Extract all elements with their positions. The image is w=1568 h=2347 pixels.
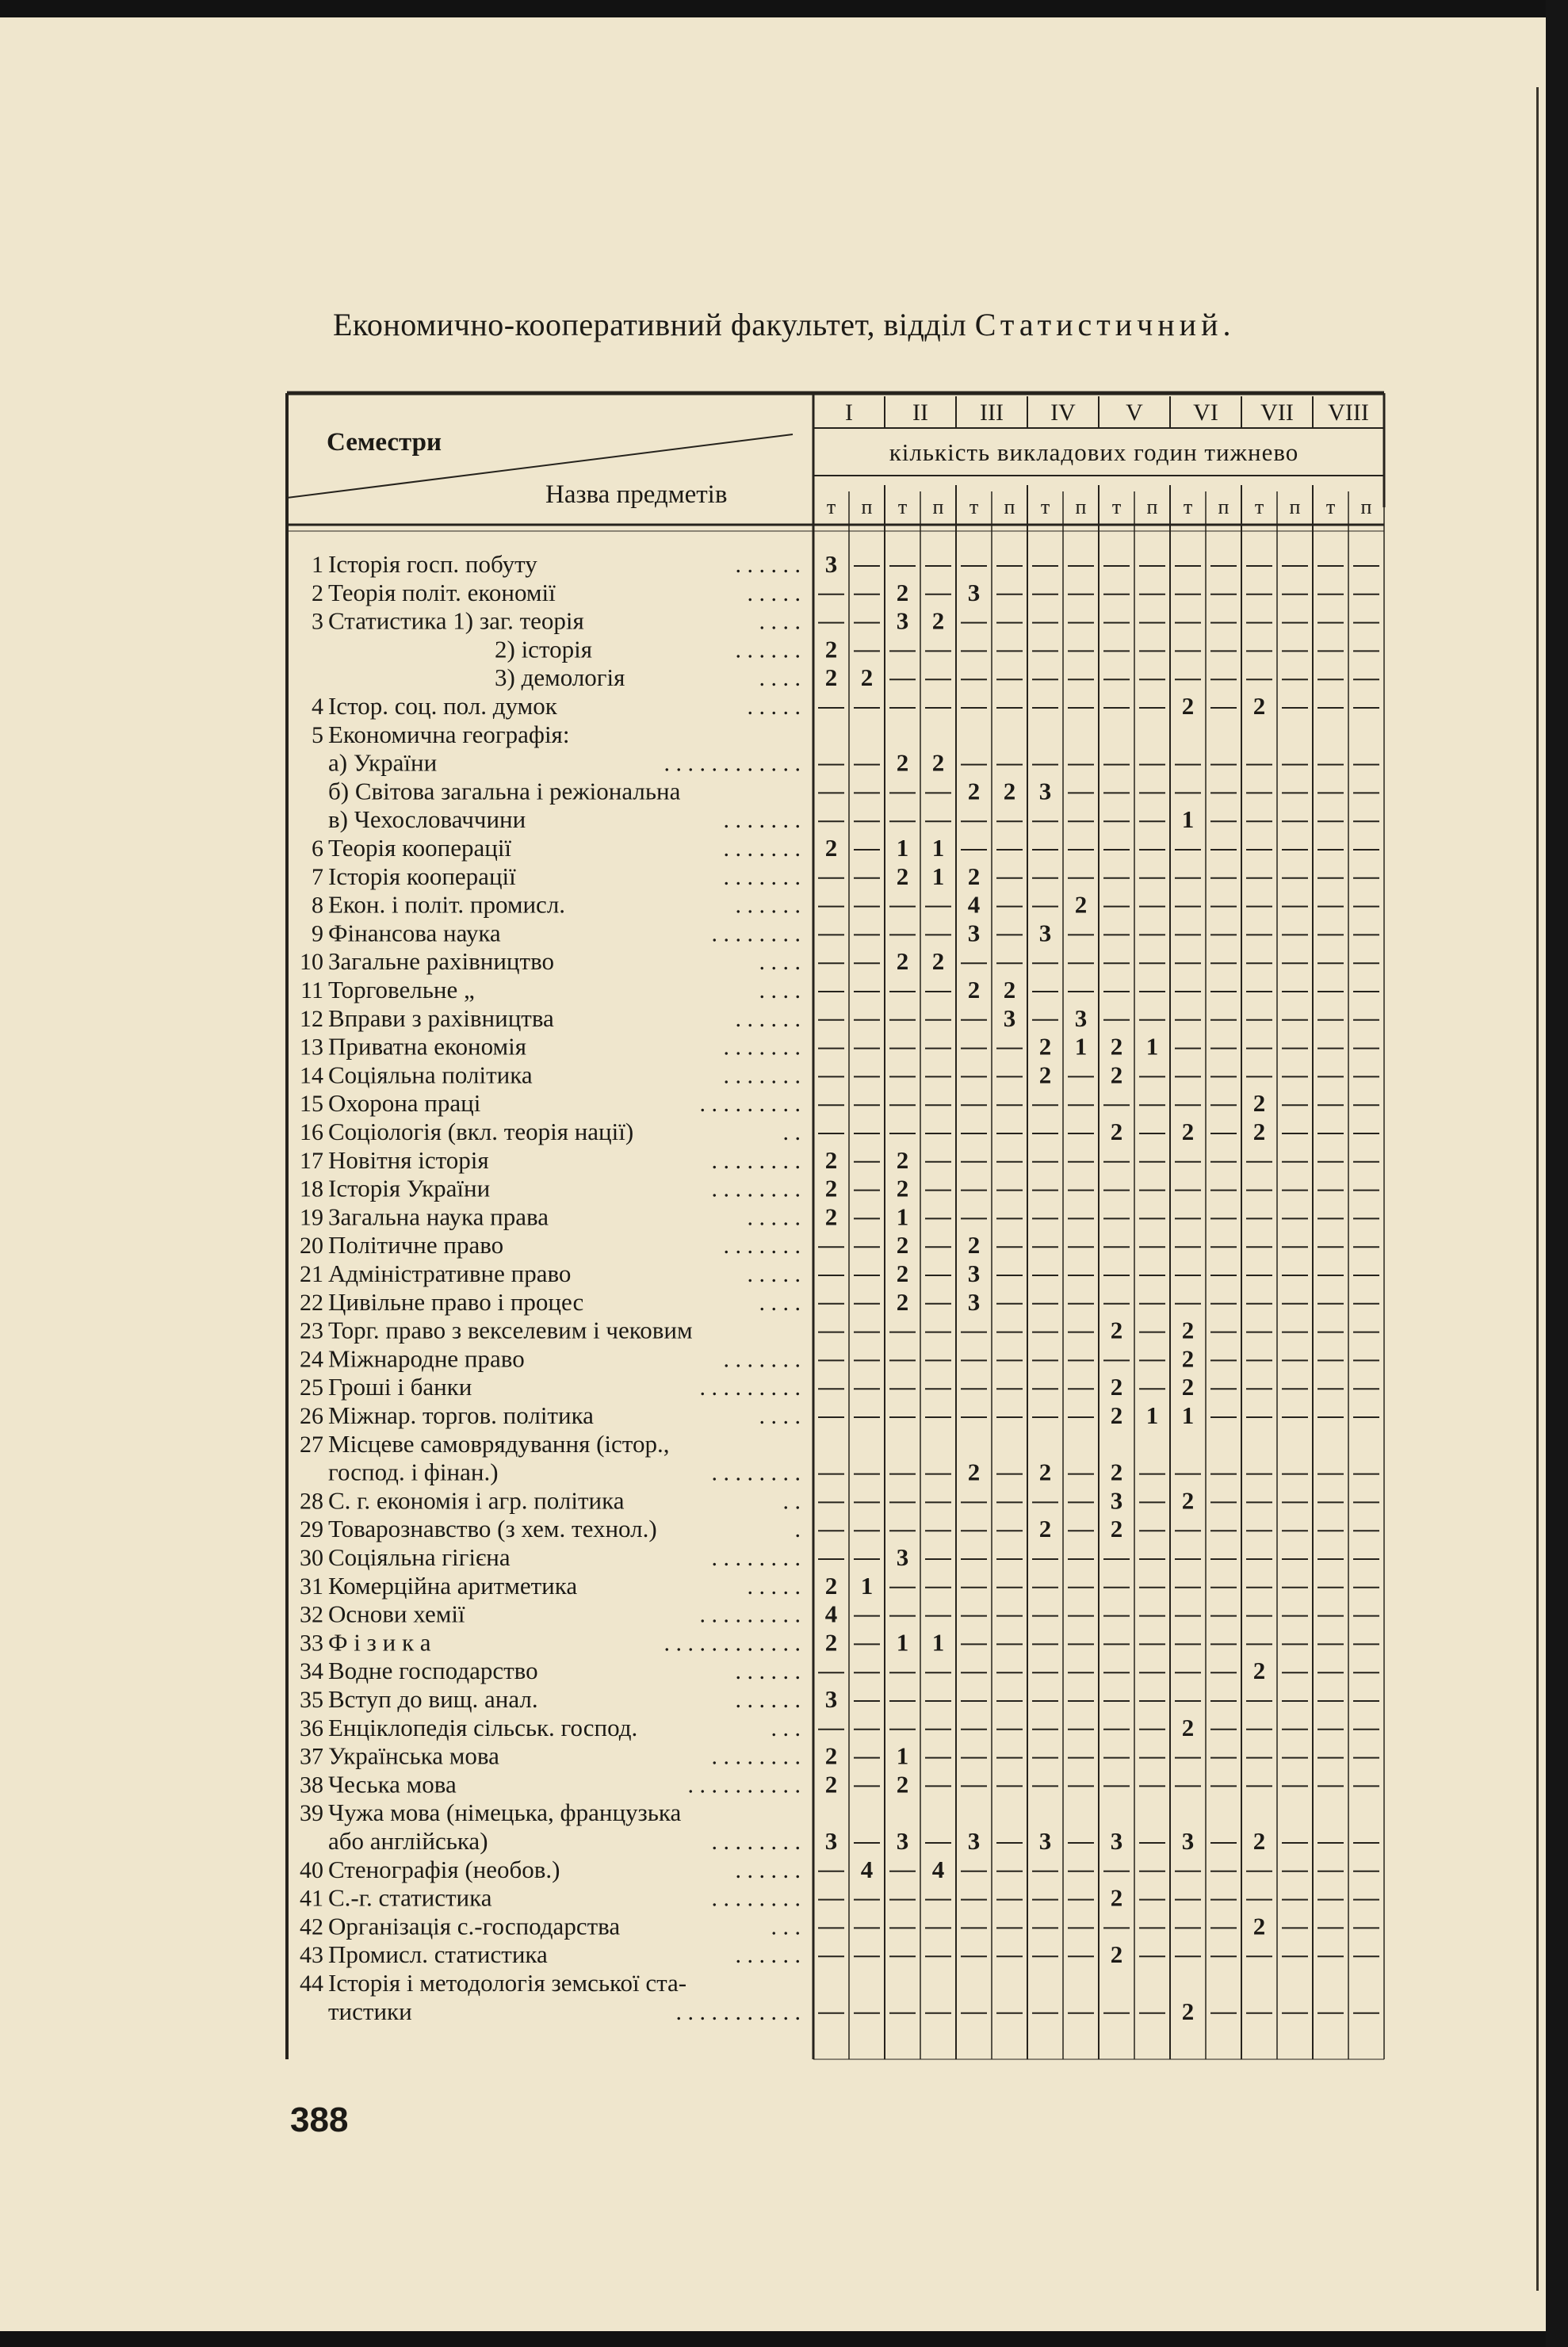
subject-name: 3) демологія — [495, 663, 625, 692]
hours-value: 1 — [896, 1202, 909, 1231]
row-number: 2 — [312, 579, 323, 606]
subject-name: Загальна наука права — [328, 1202, 549, 1231]
row-number: 14 — [300, 1062, 323, 1089]
row-number: 12 — [300, 1005, 323, 1032]
hours-value: 1 — [860, 1571, 874, 1600]
hours-value: 2 — [967, 1231, 981, 1260]
hours-value: 2 — [1038, 1515, 1052, 1543]
subject-name: Чужа мова (німецька, французька — [328, 1798, 682, 1827]
hours-value: 3 — [824, 1685, 838, 1713]
subheader-p: п — [1004, 495, 1015, 518]
leader-dots: . . — [782, 1488, 801, 1515]
leader-dots: . . . . . . . . — [711, 1885, 801, 1912]
subheader-t: т — [1040, 495, 1050, 518]
row-number: 13 — [300, 1034, 323, 1061]
hours-value: 2 — [1252, 1912, 1266, 1940]
subject-name: Історія і методологія земської ста- — [328, 1969, 687, 1997]
subject-name: Теорія політ. економії — [328, 578, 556, 606]
hours-value: 2 — [967, 777, 981, 805]
hours-value: 3 — [1110, 1827, 1123, 1855]
hours-value: 2 — [896, 1231, 909, 1260]
leader-dots: . . . . . . . . . — [699, 1374, 801, 1401]
hours-value: 2 — [896, 748, 909, 777]
hours-value: 2 — [824, 663, 838, 692]
hours-value: 1 — [1074, 1032, 1088, 1061]
subject-name: Адміністративне право — [328, 1260, 572, 1287]
hours-value: 3 — [967, 1827, 981, 1855]
hours-value: 2 — [896, 862, 909, 890]
hours-value: 2 — [1003, 777, 1016, 805]
hours-value: 2 — [896, 1260, 909, 1287]
leader-dots: . . . . . . — [735, 1005, 801, 1032]
hours-value: 3 — [1110, 1486, 1123, 1515]
row-number: 10 — [300, 949, 323, 976]
row-number: 22 — [300, 1289, 323, 1316]
hours-value: 3 — [1038, 1827, 1052, 1855]
subject-name: або англійська) — [328, 1827, 488, 1855]
hours-value: 2 — [1038, 1061, 1052, 1089]
row-number: 31 — [300, 1573, 323, 1600]
row-number: 16 — [300, 1119, 323, 1145]
hours-value: 1 — [931, 862, 945, 890]
row-number: 38 — [300, 1772, 323, 1798]
hours-value: 3 — [967, 1287, 981, 1316]
subject-name: Загальне рахівництво — [328, 947, 554, 976]
leader-dots: . . . . . . . . . . . . — [664, 750, 801, 777]
subject-name: господ. і фінан.) — [328, 1458, 499, 1486]
subject-name: тистики — [328, 1997, 412, 2025]
leader-dots: . . . . . . . . — [711, 920, 801, 947]
semester-numeral: V — [1126, 399, 1143, 426]
leader-dots: . . . . . . — [735, 1658, 801, 1685]
hours-value: 2 — [896, 1770, 909, 1798]
hours-value: 2 — [1181, 1997, 1195, 2025]
row-number: 32 — [300, 1601, 323, 1628]
leader-dots: . . . . . . . . . — [699, 1601, 801, 1628]
subject-name: Міжнародне право — [328, 1344, 525, 1373]
row-number: 28 — [300, 1488, 323, 1515]
row-number: 6 — [312, 835, 323, 862]
hours-value: 3 — [1038, 777, 1052, 805]
row-number: 20 — [300, 1233, 323, 1260]
subject-name: Основи хемії — [328, 1600, 465, 1628]
row-number: 11 — [300, 977, 323, 1003]
title-department: Статистичний. — [974, 307, 1236, 342]
leader-dots: . . . . . . . . — [711, 1175, 801, 1202]
row-number: 23 — [300, 1317, 323, 1344]
row-number: 33 — [300, 1630, 323, 1657]
leader-dots: . . . . . . . . . . — [687, 1772, 801, 1798]
row-number: 21 — [300, 1261, 323, 1287]
hours-value: 2 — [1181, 692, 1195, 720]
hours-value: 2 — [1252, 1118, 1266, 1145]
title-prefix: Економично-кооперативний факультет, відділ — [333, 307, 967, 342]
hours-value: 2 — [1074, 890, 1088, 919]
leader-dots: . . . . — [759, 977, 801, 1003]
leader-dots: . . . . . . — [735, 1856, 801, 1883]
row-number: 41 — [300, 1885, 323, 1912]
leader-dots: . . . . . . . — [723, 1233, 801, 1260]
subject-name: Водне господарство — [328, 1657, 538, 1685]
hours-value: 1 — [931, 1628, 945, 1657]
leader-dots: . . . . . . . . — [711, 1459, 801, 1486]
subheader-p: п — [1360, 495, 1372, 518]
leader-dots: . . . . . — [747, 1573, 801, 1600]
subheader-t: т — [826, 495, 836, 518]
row-number: 39 — [300, 1800, 323, 1827]
subject-name: Міжнар. торгов. політика — [328, 1401, 594, 1429]
subject-name: а) України — [328, 748, 438, 777]
subheader-p: п — [861, 495, 873, 518]
leader-dots: . . . . — [759, 949, 801, 976]
row-number: 18 — [300, 1175, 323, 1202]
leader-dots: . . . — [771, 1913, 801, 1940]
hours-value: 3 — [824, 550, 838, 578]
hours-value: 3 — [1181, 1827, 1195, 1855]
subheader-t: т — [969, 495, 979, 518]
subheader-p: п — [1075, 495, 1087, 518]
hours-value: 1 — [1145, 1401, 1159, 1429]
hours-value: 2 — [896, 1174, 909, 1202]
hours-value: 2 — [824, 1174, 838, 1202]
hours-value: 2 — [1181, 1373, 1195, 1401]
hours-value: 3 — [967, 919, 981, 947]
leader-dots: . . . . . . . — [723, 1346, 801, 1373]
hours-value: 2 — [1038, 1032, 1052, 1061]
subject-name: Українська мова — [328, 1741, 499, 1770]
row-number: 26 — [300, 1403, 323, 1429]
leader-dots: . . . . . — [747, 694, 801, 720]
hours-value: 2 — [967, 976, 981, 1003]
hours-value: 3 — [1003, 1003, 1016, 1032]
hours-value: 2 — [967, 862, 981, 890]
row-number: 25 — [300, 1374, 323, 1401]
leader-dots: . . — [782, 1119, 801, 1145]
subject-name: Соціологія (вкл. теорія нації) — [328, 1118, 634, 1145]
subject-name: Теорія кооперації — [328, 834, 512, 862]
hours-value: 2 — [896, 947, 909, 976]
semester-numeral: III — [980, 399, 1004, 426]
hours-value: 2 — [967, 1458, 981, 1486]
row-number: 19 — [300, 1204, 323, 1231]
hours-value: 2 — [824, 1202, 838, 1231]
subject-name: Товарознавство (з хем. технол.) — [328, 1515, 657, 1543]
row-number: 9 — [312, 920, 323, 947]
subject-name: Новітня історія — [328, 1145, 489, 1174]
hours-value: 2 — [931, 748, 945, 777]
subject-name: Статистика 1) заг. теорія — [328, 606, 584, 635]
row-number: 44 — [300, 1970, 323, 1997]
subject-name: Місцеве самоврядування (істор., — [328, 1429, 670, 1458]
hours-value: 3 — [967, 578, 981, 606]
hours-value: 2 — [1110, 1316, 1123, 1344]
leader-dots: . . . . . . . — [723, 835, 801, 862]
hours-value: 2 — [1110, 1032, 1123, 1061]
row-number: 8 — [312, 892, 323, 919]
hours-value: 2 — [931, 606, 945, 635]
row-number: 15 — [300, 1091, 323, 1118]
row-number: 35 — [300, 1687, 323, 1713]
hours-value: 2 — [1110, 1118, 1123, 1145]
page-number: 388 — [290, 2100, 349, 2139]
semester-numeral: VI — [1193, 399, 1218, 426]
semester-numeral: I — [845, 399, 853, 426]
row-number: 29 — [300, 1516, 323, 1543]
subject-name: Вправи з рахівництва — [328, 1003, 554, 1032]
hours-value: 3 — [1038, 919, 1052, 947]
subheader-t: т — [1254, 495, 1264, 518]
semester-numeral: VIII — [1328, 399, 1369, 426]
row-number: 24 — [300, 1346, 323, 1373]
row-number: 42 — [300, 1913, 323, 1940]
hours-value: 2 — [1110, 1401, 1123, 1429]
semesters-label: Семестри — [327, 428, 442, 457]
hours-value: 2 — [1110, 1883, 1123, 1912]
semester-numeral: II — [912, 399, 928, 426]
leader-dots: . . . . . . . . — [711, 1147, 801, 1174]
hours-value: 3 — [896, 606, 909, 635]
leader-dots: . . . . . . . . . . . . — [664, 1630, 801, 1657]
row-number: 27 — [300, 1431, 323, 1458]
hours-value: 2 — [860, 663, 874, 692]
hours-value: 2 — [1252, 1089, 1266, 1118]
hours-value: 2 — [1110, 1061, 1123, 1089]
semester-numeral: IV — [1050, 399, 1076, 426]
subject-name: Торговельне „ — [328, 976, 475, 1003]
hours-value: 2 — [1110, 1515, 1123, 1543]
leader-dots: . . . . . . . . . — [699, 1091, 801, 1118]
subject-name: Чеська мова — [328, 1770, 457, 1798]
subject-name: Ф і з и к а — [328, 1628, 431, 1657]
row-number: 37 — [300, 1743, 323, 1770]
subject-name: Промисл. статистика — [328, 1940, 548, 1969]
subject-name: Організація с.-господарства — [328, 1912, 621, 1940]
row-number: 5 — [312, 721, 323, 748]
leader-dots: . . . . . . . — [723, 807, 801, 834]
subjects-label: Назва предметів — [545, 480, 728, 509]
hours-value: 2 — [1252, 1827, 1266, 1855]
hours-value: 2 — [1181, 1316, 1195, 1344]
hours-value: 1 — [1145, 1032, 1159, 1061]
hours-value: 1 — [931, 834, 945, 862]
subject-name: Енціклопедія сільськ. господ. — [328, 1713, 638, 1741]
subject-name: Охорона праці — [328, 1089, 481, 1118]
row-number: 17 — [300, 1147, 323, 1174]
hours-value: 2 — [824, 1145, 838, 1174]
leader-dots: . . . . — [759, 665, 801, 692]
hours-value: 2 — [824, 1628, 838, 1657]
subject-name: Соціяльна політика — [328, 1061, 533, 1089]
leader-dots: . . . . . . . — [723, 1062, 801, 1089]
row-number: 40 — [300, 1856, 323, 1883]
hours-value: 2 — [896, 1287, 909, 1316]
hours-value: 1 — [896, 1741, 909, 1770]
subheader-p: п — [1146, 495, 1158, 518]
leader-dots: . . . . — [759, 608, 801, 635]
subject-name: Історія госп. побуту — [328, 550, 537, 578]
hours-value: 2 — [1181, 1344, 1195, 1373]
hours-value: 4 — [931, 1855, 945, 1883]
hours-value: 4 — [824, 1600, 838, 1628]
leader-dots: . . . . . . . — [723, 1034, 801, 1061]
subheader-t: т — [1111, 495, 1122, 518]
hours-value: 2 — [896, 1145, 909, 1174]
hours-value: 4 — [860, 1855, 874, 1883]
leader-dots: . . . . . . — [735, 1687, 801, 1713]
row-number: 30 — [300, 1545, 323, 1571]
hours-value: 2 — [1110, 1458, 1123, 1486]
hours-value: 1 — [1181, 1401, 1195, 1429]
subject-name: Екон. і політ. промисл. — [328, 890, 566, 919]
subheader-p: п — [1218, 495, 1230, 518]
subject-name: 2) історія — [495, 635, 592, 663]
leader-dots: . . . — [771, 1714, 801, 1741]
hours-value: 2 — [824, 1571, 838, 1600]
subheader-t: т — [897, 495, 908, 518]
row-number: 43 — [300, 1942, 323, 1969]
subheader-t: т — [1325, 495, 1336, 518]
subject-name: Гроші і банки — [328, 1373, 472, 1401]
subject-name: в) Чехословаччини — [328, 805, 526, 834]
hours-value: 2 — [1181, 1486, 1195, 1515]
subject-name: Історія кооперації — [328, 862, 516, 890]
subject-name: Комерційна аритметика — [328, 1571, 578, 1600]
hours-value: 2 — [824, 635, 838, 663]
leader-dots: . . . . . . . . . . . — [675, 1998, 801, 2025]
hours-value: 2 — [1110, 1940, 1123, 1969]
hours-value: 2 — [1252, 1657, 1266, 1685]
hours-value: 2 — [824, 1770, 838, 1798]
hours-value: 2 — [1252, 692, 1266, 720]
hours-value: 3 — [1074, 1003, 1088, 1032]
subject-name: С. г. економія і агр. політика — [328, 1486, 625, 1515]
leader-dots: . . . . . — [747, 1261, 801, 1287]
row-number: 36 — [300, 1714, 323, 1741]
row-number: 1 — [312, 552, 323, 578]
subheader-p: п — [1289, 495, 1301, 518]
hours-caption: кількість викладових годин тижнево — [889, 438, 1299, 466]
subject-name: С.-г. статистика — [328, 1883, 492, 1912]
hours-value: 2 — [931, 947, 945, 976]
hours-value: 2 — [1038, 1458, 1052, 1486]
row-number: 34 — [300, 1658, 323, 1685]
leader-dots: . . . . — [759, 1289, 801, 1316]
subject-name: Істор. соц. пол. думок — [328, 692, 557, 720]
row-number: 3 — [312, 608, 323, 635]
subject-name: Приватна економія — [328, 1032, 527, 1061]
subject-name: Політичне право — [328, 1231, 504, 1260]
hours-value: 3 — [967, 1260, 981, 1287]
leader-dots: . . . . . . — [735, 552, 801, 578]
leader-dots: . . . . . . . . — [711, 1743, 801, 1770]
leader-dots: . . . . . . — [735, 892, 801, 919]
hours-value: 1 — [896, 1628, 909, 1657]
hours-value: 2 — [896, 578, 909, 606]
hours-value: 3 — [896, 1543, 909, 1571]
hours-value: 4 — [967, 890, 981, 919]
leader-dots: . . . . . . . . — [711, 1829, 801, 1855]
hours-value: 1 — [1181, 805, 1195, 834]
leader-dots: . . . . . . . . — [711, 1545, 801, 1571]
hours-value: 1 — [896, 834, 909, 862]
leader-dots: . . . . — [759, 1403, 801, 1429]
hours-value: 2 — [1003, 976, 1016, 1003]
row-number: 4 — [312, 694, 323, 720]
subject-name: Історія України — [328, 1174, 491, 1202]
row-number: 7 — [312, 863, 323, 890]
leader-dots: . . . . . . — [735, 1942, 801, 1969]
hours-value: 2 — [824, 1741, 838, 1770]
leader-dots: . . . . . . . — [723, 863, 801, 890]
hours-value: 3 — [824, 1827, 838, 1855]
subject-name: Фінансова наука — [328, 919, 501, 947]
subject-name: Торг. право з векселевим і чековим — [328, 1316, 693, 1344]
hours-value: 3 — [896, 1827, 909, 1855]
leader-dots: . — [794, 1516, 801, 1543]
subheader-p: п — [932, 495, 944, 518]
subheader-t: т — [1183, 495, 1193, 518]
leader-dots: . . . . . . — [735, 636, 801, 663]
subject-name: Економична географія: — [328, 720, 570, 748]
subject-name: Цивільне право і процес — [328, 1287, 584, 1316]
subject-name: Стенографія (необов.) — [328, 1855, 560, 1883]
subject-name: Вступ до вищ. анал. — [328, 1685, 538, 1713]
leader-dots: . . . . . — [747, 1204, 801, 1231]
hours-value: 2 — [1181, 1118, 1195, 1145]
subject-name: Соціяльна гігієна — [328, 1543, 511, 1571]
hours-value: 2 — [1110, 1373, 1123, 1401]
subject-name: б) Світова загальна і режіональна — [328, 777, 681, 805]
hours-value: 2 — [1181, 1713, 1195, 1741]
semester-numeral: VII — [1260, 399, 1294, 426]
hours-value: 2 — [824, 834, 838, 862]
leader-dots: . . . . . — [747, 579, 801, 606]
